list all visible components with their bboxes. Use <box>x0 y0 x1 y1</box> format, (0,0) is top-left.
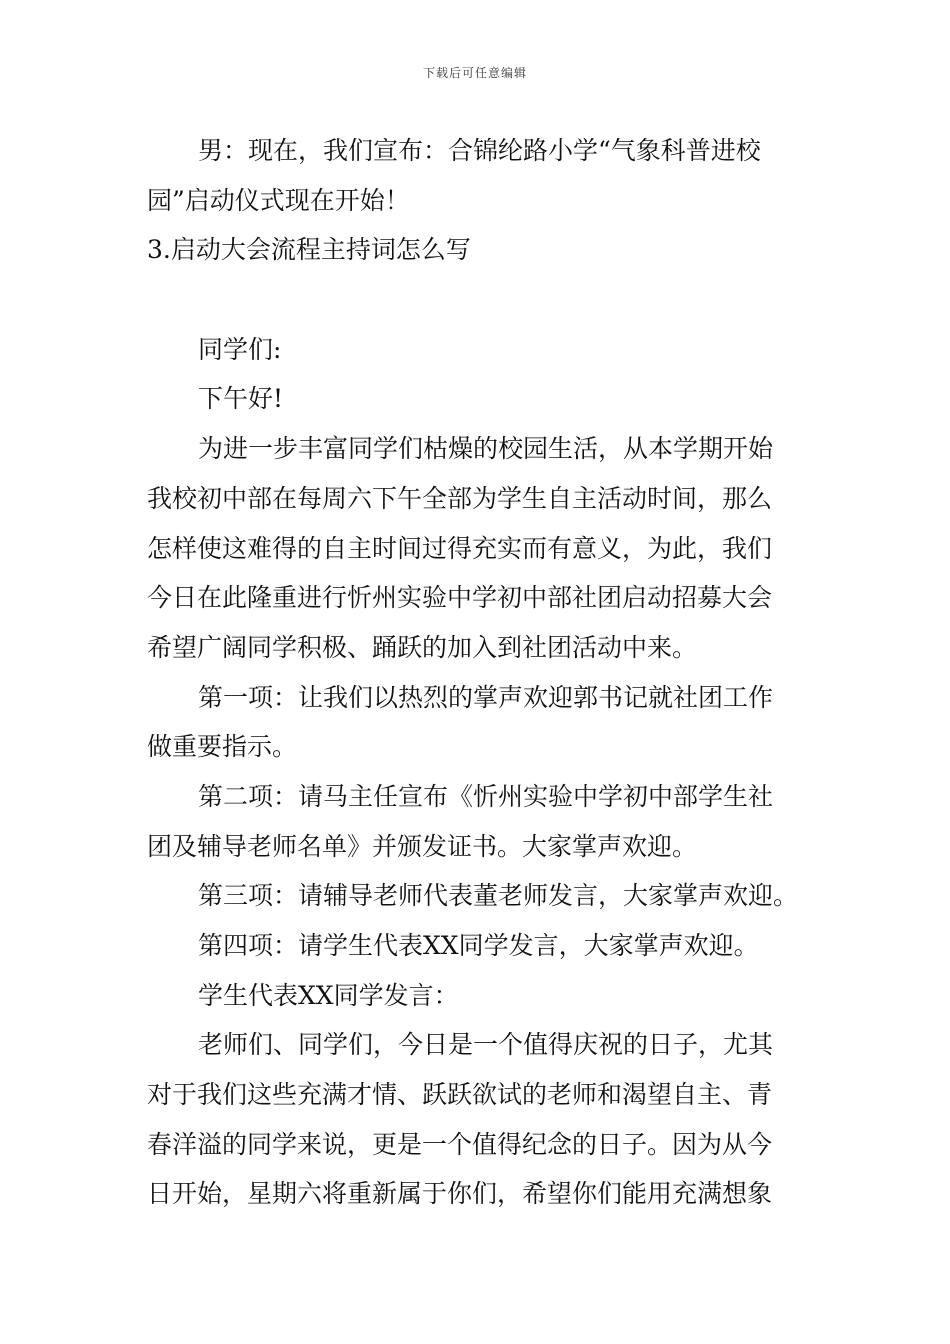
text-line: 老师们、同学们，今日是一个值得庆祝的日子，尤其 <box>198 1030 774 1060</box>
text-line: 怎样使这难得的自主时间过得充实而有意义，为此，我们 <box>147 533 773 563</box>
text-line: 男：现在，我们宣布：合锦纶路小学“气象科普进校 <box>198 136 761 165</box>
text-line: 同学们: <box>198 334 282 364</box>
text-line: 下午好! <box>198 384 284 414</box>
page-header: 下载后可任意编辑 <box>422 66 527 80</box>
text-line: 第四项：请学生代表XX同学发言，大家掌声欢迎。 <box>198 931 759 960</box>
text-line: 第二项：请马主任宣布《忻州实验中学初中部学生社 <box>198 781 774 811</box>
text-line: 今日在此隆重进行忻州实验中学初中部社团启动招募大会 <box>147 583 773 613</box>
text-line: 为进一步丰富同学们枯燥的校园生活，从本学期开始 <box>198 434 774 464</box>
section-heading: 3.启动大会流程主持词怎么写 <box>147 235 471 265</box>
text-line: 第一项：让我们以热烈的掌声欢迎郭书记就社团工作 <box>198 682 774 712</box>
document-body <box>147 126 807 1219</box>
text-line: 团及辅导老师名单》并颁发证书。大家掌声欢迎。 <box>147 831 698 861</box>
blank-line <box>147 275 807 325</box>
text-line: 做重要指示。 <box>147 732 298 762</box>
text-line: 第三项：请辅导老师代表董老师发言，大家掌声欢迎。 <box>198 881 799 911</box>
text-line: 希望广阔同学积极、踊跃的加入到社团活动中来。 <box>147 632 698 662</box>
text-line: 日开始，星期六将重新属于你们，希望你们能用充满想象 <box>147 1179 773 1209</box>
text-line: 春洋溢的同学来说，更是一个值得纪念的日子。因为从今 <box>147 1129 773 1159</box>
text-line: 对于我们这些充满才情、跃跃欲试的老师和渴望自主、青 <box>147 1080 773 1110</box>
text-line: 园”启动仪式现在开始！ <box>147 185 410 215</box>
text-line: 我校初中部在每周六下午全部为学生自主活动时间，那么 <box>147 483 773 513</box>
text-line: 学生代表XX同学发言： <box>198 980 459 1010</box>
